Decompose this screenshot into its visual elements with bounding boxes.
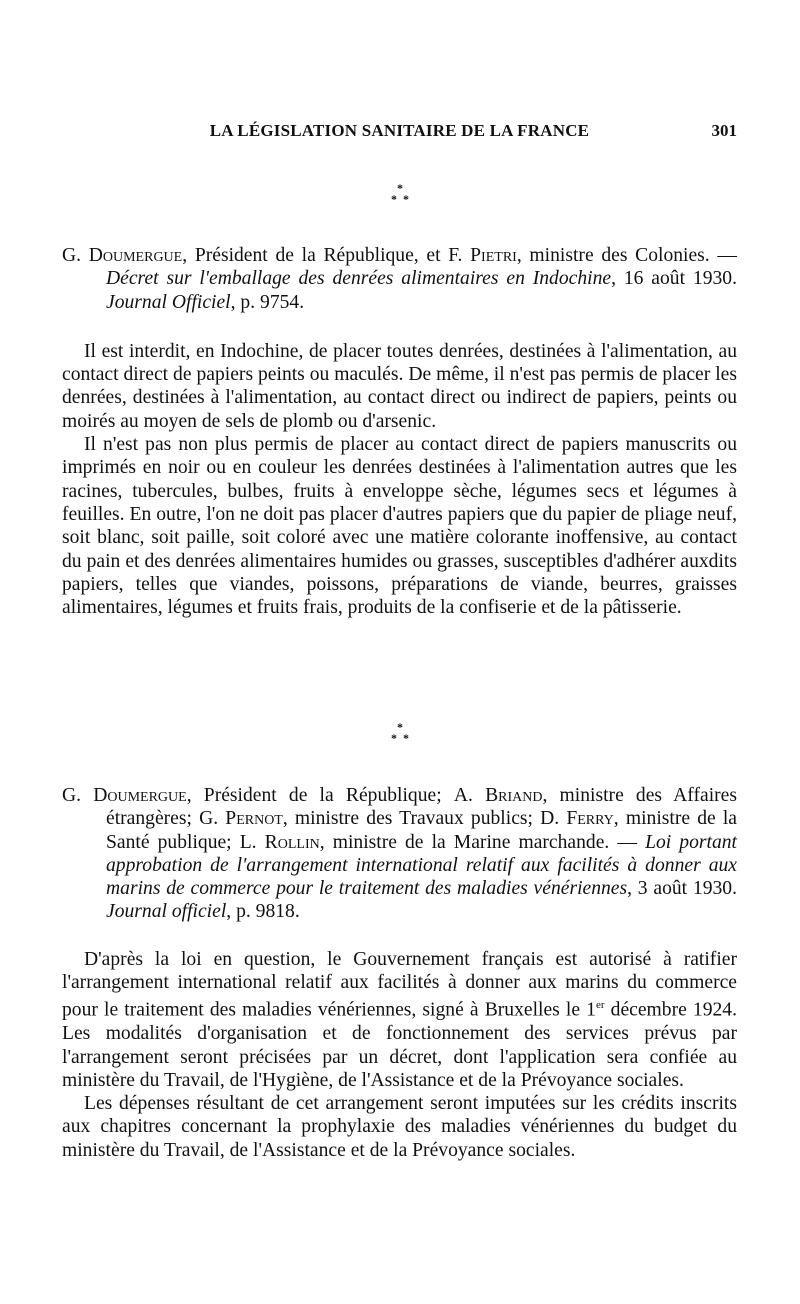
author-name: G. Doumergue — [62, 785, 187, 806]
author-name: L. Rollin — [239, 831, 320, 853]
decree-citation: G. Doumergue, Président de la République, et F. Pietri, ministre des Colonies. — Décret sur l'emballage des denrées alimentaires en Indochine, 16 août 1930. Journal Officiel, p. 9754. — [62, 245, 737, 313]
section-separator-2 — [0, 722, 800, 744]
author-name: F. Pietri — [448, 245, 517, 266]
journal-name: Journal Officiel — [106, 291, 231, 313]
journal-name: Journal officiel — [106, 901, 227, 923]
page-number: 301 — [711, 121, 737, 140]
body-paragraph: Il est interdit, en Indochine, de placer toutes denrées, destinées à l'alimentation, au contact direct de papiers peints ou maculés. De même, il n'est pas permis de placer les denrées, destinées à l'alimentation, au contact direct ou indirect de papiers, peints ou moirés au moyen de sels de plomb ou d'arsenic. — [62, 340, 737, 432]
asterism-top-star: * — [397, 720, 403, 734]
body-paragraph: Il n'est pas non plus permis de placer au contact direct de papiers manuscrits ou imprimés en noir ou en couleur les denrées destinées à l'alimentation autres que les racines, tubercules, bulbes, fruits à enveloppe sèche, légumes secs et légumes à feuilles. En outre, l'on ne doit pas placer d'autres papiers que du papier de pliage neuf, soit blanc, soit paille, soit coloré avec une matière colorante inoffensive, au contact du pain et des denrées alimentaires humides ou grasses, susceptibles d'adhérer auxdits papiers, telles que viandes, poissons, préparations de viande, beurres, graisses alimentaires, légumes et fruits frais, produits de la confiserie et de la pâtisserie. — [62, 434, 737, 619]
entry-decree-indochina — [62, 244, 737, 619]
author-name: G. Pernot — [199, 808, 283, 830]
asterism-bottom-stars: * * — [391, 731, 409, 745]
body-paragraph: Les dépenses résultant de cet arrangement seront imputées sur les crédits inscrits aux chapitres concernant la prophylaxie des maladies vénériennes du budget du ministère du Travail, de l'Assistance et de la Prévoyance sociales. — [62, 1093, 737, 1161]
law-title: Loi portant approbation de l'arrangement international relatif aux facilités à donner aux marins de commerce pour le traitement des maladies vénériennes — [106, 831, 737, 900]
asterism-bottom-stars: * * — [391, 192, 409, 206]
section-separator-1 — [0, 183, 800, 205]
running-title: LA LÉGISLATION SANITAIRE DE LA FRANCE — [209, 121, 590, 140]
asterism-top-star: * — [397, 181, 403, 195]
law-citation: G. Doumergue, Président de la République; A. Briand, ministre des Affaires étrangères; G. Pernot, ministre des Travaux publics; D. Ferry, ministre de la Santé publique; L. Rollin, ministre de la Marine marchande. — Loi portant approbation de l'arrangement international relatif aux facilités à donner aux marins de commerce pour le traitement des maladies vénériennes, 3 août 1930. Journal officiel, p. 9818. — [62, 785, 737, 923]
entry-law-venereal — [62, 784, 737, 1162]
running-header — [62, 121, 737, 145]
author-name: D. Ferry — [540, 808, 614, 830]
author-name: G. Doumergue — [62, 245, 183, 266]
decree-title: Décret sur l'emballage des denrées alimentaires en Indochine — [106, 268, 612, 290]
author-name: A. Briand — [453, 785, 543, 806]
body-paragraph: D'après la loi en question, le Gouvernement français est autorisé à ratifier l'arrangement international relatif aux facilités à donner aux marins du commerce pour le traitement des maladies vénériennes, signé à Bruxelles le 1er décembre 1924. Les modalités d'organisation et de fonctionnement des services prévus par l'arrangement seront précisées par un décret, dont l'application sera confiée au ministère du Travail, de l'Hygiène, de l'Assistance et de la Prévoyance sociales. — [62, 948, 738, 1091]
